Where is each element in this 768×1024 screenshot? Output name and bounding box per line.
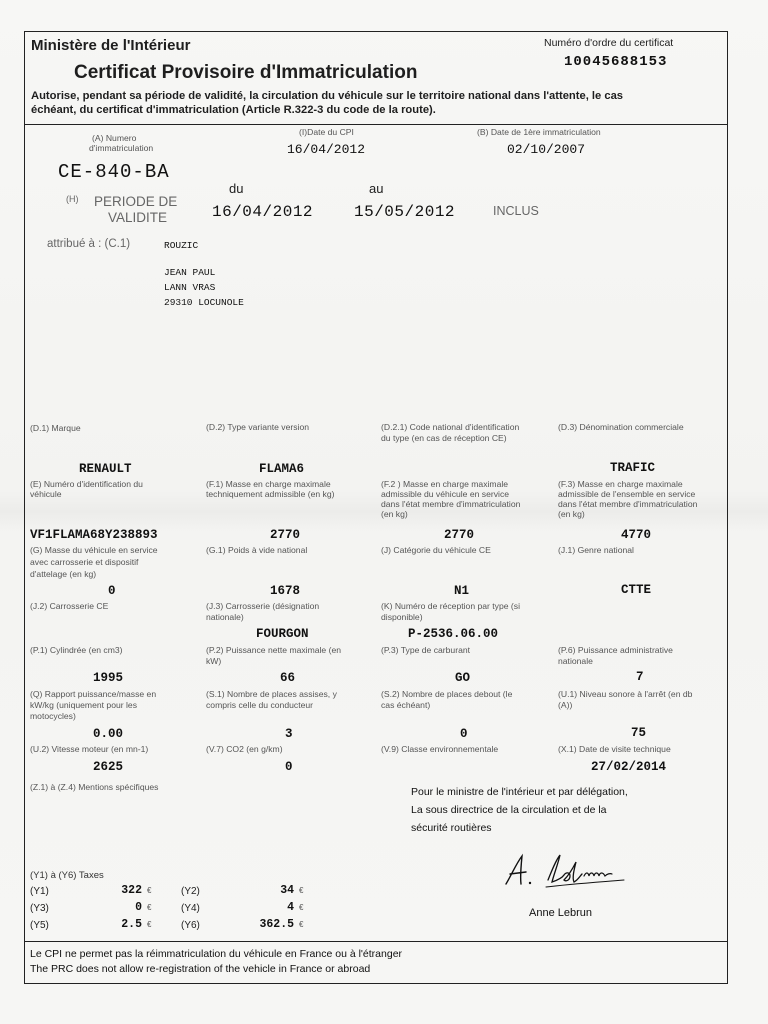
field-s1-value: 3	[285, 727, 293, 741]
field-s2-label-line2: cas échéant)	[381, 700, 431, 710]
authorization-text-line2: échéant, du certificat d'immatriculation (Article R.322-3 du code de la route).	[31, 104, 436, 116]
field-g1-label: (G.1) Poids à vide national	[206, 545, 308, 555]
field-j2-label: (J.2) Carrosserie CE	[30, 601, 109, 611]
field-p6-value: 7	[636, 670, 644, 684]
validity-code: (H)	[66, 194, 79, 204]
tax-y4-value: 4	[287, 901, 294, 914]
field-q-label-line3: motocycles)	[30, 711, 76, 721]
field-d2-label: (D.2) Type variante version	[206, 422, 310, 432]
field-v9-label: (V.9) Classe environnementale	[381, 744, 499, 754]
field-j-label: (J) Catégorie du véhicule CE	[381, 545, 491, 555]
tax-y2-currency: €	[299, 886, 304, 895]
field-f1-value: 2770	[270, 528, 301, 542]
handwritten-signature	[500, 850, 630, 892]
registration-number-label-line1: (A) Numero	[92, 133, 137, 143]
field-f1-label-line2: techniquement admissible (en kg)	[206, 489, 335, 499]
holder-street: LANN VRAS	[164, 282, 216, 293]
validity-inclusive: INCLUS	[493, 204, 539, 218]
tax-y4-code: (Y4)	[181, 903, 200, 914]
field-f2-label-line1: (F.2 ) Masse en charge maximale	[381, 479, 509, 489]
tax-y2-code: (Y2)	[181, 886, 200, 897]
field-f3-label-line2: admissible de l'ensemble en service	[558, 489, 696, 499]
field-p2-label-line1: (P.2) Puissance nette maximale (en	[206, 645, 342, 655]
field-f3-label-line1: (F.3) Masse en charge maximale	[558, 479, 683, 489]
signature-delegation-line3: sécurité routières	[411, 822, 492, 834]
order-number: 10045688153	[564, 54, 668, 70]
validity-from-label: du	[229, 181, 244, 196]
tax-y1-currency: €	[147, 886, 152, 895]
field-z-label: (Z.1) à (Z.4) Mentions spécifiques	[30, 782, 159, 792]
field-k-label-line1: (K) Numéro de réception par type (si	[381, 601, 520, 611]
field-d3-label: (D.3) Dénomination commerciale	[558, 422, 684, 432]
field-s2-label-line1: (S.2) Nombre de places debout (le	[381, 689, 513, 699]
field-j-value: N1	[454, 584, 470, 598]
field-d21-label-line2: du type (en cas de réception CE)	[381, 433, 507, 443]
tax-y6-currency: €	[299, 920, 304, 929]
field-d1-label: (D.1) Marque	[30, 423, 81, 433]
field-p3-value: GO	[455, 671, 471, 685]
field-e-value: VF1FLAMA68Y238893	[30, 528, 158, 542]
holder-label: attribué à : (C.1)	[47, 238, 131, 250]
tax-y5-currency: €	[147, 920, 152, 929]
tax-y2-value: 34	[280, 884, 294, 897]
tax-y4-currency: €	[299, 903, 304, 912]
field-s2-value: 0	[460, 727, 468, 741]
field-p6-label-line2: nationale	[558, 656, 593, 666]
field-p1-label: (P.1) Cylindrée (en cm3)	[30, 645, 123, 655]
field-k-value: P-2536.06.00	[408, 627, 499, 641]
field-g-label-line3: d'attelage (en kg)	[30, 569, 97, 579]
field-f2-value: 2770	[444, 528, 475, 542]
field-j3-label-line2: nationale)	[206, 612, 244, 622]
tax-y1-code: (Y1)	[30, 886, 49, 897]
validity-to-date: 15/05/2012	[354, 203, 456, 221]
first-registration-label: (B) Date de 1ère immatriculation	[477, 127, 601, 137]
holder-first-name: JEAN PAUL	[164, 267, 216, 278]
tax-y3-currency: €	[147, 903, 152, 912]
field-j3-label-line1: (J.3) Carrosserie (désignation	[206, 601, 320, 611]
cpi-date-label: (I)Date du CPI	[299, 127, 354, 137]
document-title: Certificat Provisoire d'Immatriculation	[74, 62, 418, 83]
field-x1-value: 27/02/2014	[591, 760, 667, 774]
field-q-label-line1: (Q) Rapport puissance/masse en	[30, 689, 157, 699]
field-q-value: 0.00	[93, 727, 124, 741]
first-registration-date: 02/10/2007	[507, 142, 586, 157]
registration-number: CE-840-BA	[58, 161, 170, 183]
field-g-label-line2: avec carrosserie et dispositif	[30, 557, 139, 567]
field-f2-label-line2: admissible du véhicule en service	[381, 489, 510, 499]
holder-city: 29310 LOCUNOLE	[164, 297, 244, 308]
field-p2-label-line2: kW)	[206, 656, 222, 666]
field-u1-label-line2: (A))	[558, 700, 573, 710]
field-f3-value: 4770	[621, 528, 652, 542]
tax-y3-value: 0	[135, 901, 142, 914]
signatory-name: Anne Lebrun	[529, 907, 592, 919]
field-d21-label-line1: (D.2.1) Code national d'identification	[381, 422, 520, 432]
field-g1-value: 1678	[270, 584, 301, 598]
authorization-text-line1: Autorise, pendant sa période de validité, la circulation du véhicule sur le territoire national dans l'attente, le cas	[31, 90, 624, 102]
field-p2-value: 66	[280, 671, 296, 685]
tax-y5-code: (Y5)	[30, 920, 49, 931]
ministry-name: Ministère de l'Intérieur	[31, 37, 191, 54]
field-p1-value: 1995	[93, 671, 124, 685]
field-e-label-line2: véhicule	[30, 489, 62, 499]
validity-label-line2: VALIDITE	[108, 210, 168, 225]
field-s1-label-line2: compris celle du conducteur	[206, 700, 313, 710]
footer-divider	[24, 941, 728, 942]
validity-to-label: au	[369, 181, 384, 196]
field-f3-label-line4: (en kg)	[558, 509, 585, 519]
field-k-label-line2: disponible)	[381, 612, 423, 622]
field-v7-value: 0	[285, 760, 293, 774]
cpi-date: 16/04/2012	[287, 142, 366, 157]
field-q-label-line2: kW/kg (uniquement pour les	[30, 700, 137, 710]
field-d1-value: RENAULT	[79, 462, 132, 476]
validity-label-line1: PERIODE DE	[94, 194, 178, 209]
field-f2-label-line3: dans l'état membre d'immatriculation	[381, 499, 521, 509]
field-p6-label-line1: (P.6) Puissance administrative	[558, 645, 673, 655]
signature-delegation-line2: La sous directrice de la circulation et de la	[411, 804, 607, 816]
header-divider	[24, 124, 728, 125]
validity-from-date: 16/04/2012	[212, 203, 314, 221]
tax-y1-value: 322	[121, 884, 142, 897]
footer-notice-en: The PRC does not allow re-registration of the vehicle in France or abroad	[30, 963, 371, 975]
field-s1-label-line1: (S.1) Nombre de places assises, y	[206, 689, 337, 699]
field-u1-label-line1: (U.1) Niveau sonore à l'arrêt (en db	[558, 689, 693, 699]
footer-notice-fr: Le CPI ne permet pas la réimmatriculation du véhicule en France ou à l'étranger	[30, 948, 403, 960]
field-g-label-line1: (G) Masse du véhicule en service	[30, 545, 158, 555]
field-d2-value: FLAMA6	[259, 462, 305, 476]
field-u2-label: (U.2) Vitesse moteur (en mn-1)	[30, 744, 149, 754]
registration-number-label-line2: d'immatriculation	[89, 143, 154, 153]
field-v7-label: (V.7) CO2 (en g/km)	[206, 744, 283, 754]
field-j3-value: FOURGON	[256, 627, 309, 641]
field-p3-label: (P.3) Type de carburant	[381, 645, 471, 655]
field-x1-label: (X.1) Date de visite technique	[558, 744, 671, 754]
tax-y6-code: (Y6)	[181, 920, 200, 931]
tax-y6-value: 362.5	[259, 918, 294, 931]
holder-surname: ROUZIC	[164, 240, 199, 251]
order-number-label: Numéro d'ordre du certificat	[544, 37, 674, 49]
field-g-value: 0	[108, 584, 116, 598]
field-e-label-line1: (E) Numéro d'identification du	[30, 479, 143, 489]
field-u2-value: 2625	[93, 760, 124, 774]
field-f2-label-line4: (en kg)	[381, 509, 408, 519]
field-f3-label-line3: dans l'état membre d'immatriculation	[558, 499, 698, 509]
field-j1-value: CTTE	[621, 583, 652, 597]
tax-y3-code: (Y3)	[30, 903, 49, 914]
tax-y5-value: 2.5	[121, 918, 142, 931]
field-d3-value: TRAFIC	[610, 461, 656, 475]
signature-delegation-line1: Pour le ministre de l'intérieur et par délégation,	[411, 786, 628, 798]
field-f1-label-line1: (F.1) Masse en charge maximale	[206, 479, 331, 489]
field-u1-value: 75	[631, 726, 647, 740]
field-j1-label: (J.1) Genre national	[558, 545, 634, 555]
taxes-label: (Y1) à (Y6) Taxes	[30, 870, 104, 881]
